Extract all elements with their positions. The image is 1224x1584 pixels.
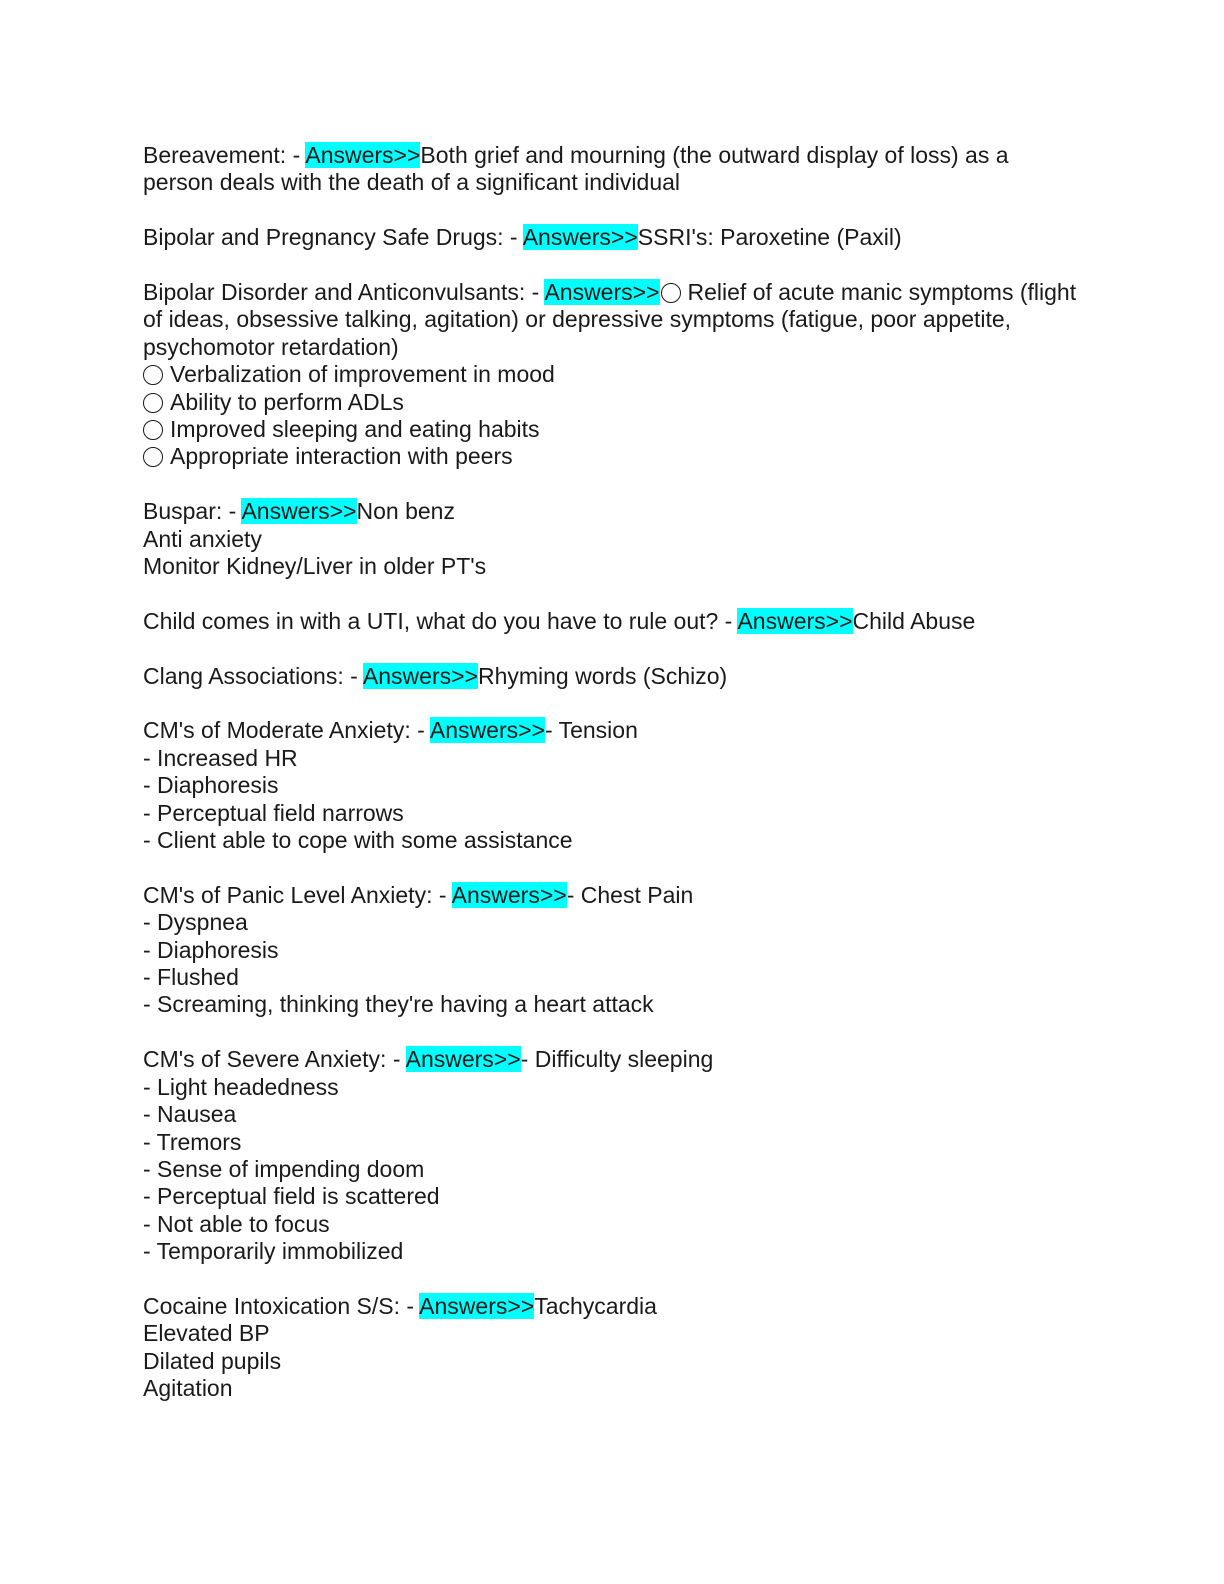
- document-page: [143, 142, 1083, 1430]
- entry-first-line: [143, 717, 1083, 744]
- term: CM's of Panic Level Anxiety: -: [143, 881, 452, 908]
- list-item: - Not able to focus: [143, 1210, 330, 1237]
- term: Child comes in with a UTI, what do you have to rule out? -: [143, 607, 738, 634]
- list-item: - Dyspnea: [143, 909, 248, 936]
- list-item: [143, 416, 1083, 443]
- entry-clang-associations: [143, 663, 1083, 690]
- answer-text: Child Abuse: [852, 607, 976, 634]
- answer-text: - Chest Pain: [566, 881, 694, 908]
- entry-first-line: [143, 279, 1083, 361]
- list-item: - Light headedness: [143, 1073, 339, 1100]
- entry-bereavement: [143, 142, 1083, 197]
- circle-bullet-icon: [143, 447, 163, 467]
- entry-moderate-anxiety: [143, 717, 1083, 854]
- circle-bullet-icon: [143, 420, 163, 440]
- answers-marker: Answers>>: [737, 607, 853, 634]
- answer-text: Both grief and mourning (the outward display of loss) as a person deals with the death of a significant individual: [143, 142, 1009, 196]
- answers-marker: Answers>>: [429, 717, 545, 744]
- list-item: - Tremors: [143, 1128, 242, 1155]
- circle-bullet-icon: [143, 365, 163, 385]
- list-item: - Temporarily immobilized: [143, 1238, 404, 1265]
- answer-text: - Difficulty sleeping: [520, 1046, 714, 1073]
- circle-bullet-icon: [143, 393, 163, 413]
- list-item: Monitor Kidney/Liver in older PT's: [143, 553, 487, 580]
- term: Bipolar Disorder and Anticonvulsants: -: [143, 279, 545, 305]
- list-item: - Increased HR: [143, 744, 298, 771]
- answers-marker: Answers>>: [241, 498, 357, 525]
- entry-first-line: [143, 882, 1083, 909]
- term: Clang Associations: -: [143, 662, 363, 689]
- list-item-text: Ability to perform ADLs: [170, 388, 404, 415]
- answers-marker: Answers>>: [451, 881, 567, 908]
- answer-text: - Tension: [544, 717, 638, 744]
- list-item: - Flushed: [143, 964, 239, 991]
- term: Buspar: -: [143, 498, 242, 525]
- entry-child-uti: [143, 608, 1083, 635]
- list-item: Anti anxiety: [143, 525, 262, 552]
- answer-text: Rhyming words (Schizo): [477, 662, 728, 689]
- term: CM's of Moderate Anxiety: -: [143, 717, 430, 744]
- list-item: Dilated pupils: [143, 1347, 282, 1374]
- list-item: - Client able to cope with some assistance: [143, 827, 573, 854]
- entry-first-line: [143, 498, 1083, 525]
- entry-first-line: [143, 1046, 1083, 1073]
- answer-text: SSRI's: Paroxetine (Paxil): [637, 224, 902, 251]
- answers-marker: Answers>>: [405, 1046, 521, 1073]
- entry-buspar: [143, 498, 1083, 580]
- list-item: - Diaphoresis: [143, 936, 279, 963]
- list-item: - Sense of impending doom: [143, 1155, 425, 1182]
- list-item: - Diaphoresis: [143, 772, 279, 799]
- list-item: - Perceptual field is scattered: [143, 1183, 440, 1210]
- list-item: Elevated BP: [143, 1320, 270, 1347]
- entry-first-line: [143, 1293, 1083, 1320]
- list-item-text: Appropriate interaction with peers: [170, 443, 513, 470]
- answers-marker: Answers>>: [305, 142, 421, 168]
- circle-bullet-icon: [661, 283, 681, 303]
- answers-marker: Answers>>: [419, 1292, 535, 1319]
- answer-text: Tachycardia: [534, 1292, 657, 1319]
- term: Bipolar and Pregnancy Safe Drugs: -: [143, 224, 523, 251]
- list-item: - Perceptual field narrows: [143, 799, 404, 826]
- list-item-text: Improved sleeping and eating habits: [170, 416, 540, 443]
- list-item: - Nausea: [143, 1101, 237, 1128]
- answers-marker: Answers>>: [362, 662, 478, 689]
- list-item: Agitation: [143, 1375, 233, 1402]
- list-item: [143, 443, 1083, 470]
- term: Cocaine Intoxication S/S: -: [143, 1292, 420, 1319]
- term: Bereavement: -: [143, 142, 306, 168]
- entry-cocaine-intoxication: [143, 1293, 1083, 1403]
- answers-marker: Answers>>: [522, 224, 638, 251]
- answer-text: Non benz: [356, 498, 455, 525]
- entry-severe-anxiety: [143, 1046, 1083, 1265]
- entry-bipolar-anticonvulsants: [143, 279, 1083, 471]
- list-item-text: Verbalization of improvement in mood: [170, 361, 555, 388]
- term: CM's of Severe Anxiety: -: [143, 1046, 406, 1073]
- list-item: [143, 389, 1083, 416]
- entry-panic-anxiety: [143, 882, 1083, 1019]
- answers-marker: Answers>>: [544, 279, 660, 305]
- list-item: [143, 361, 1083, 388]
- entry-bipolar-pregnancy: [143, 224, 1083, 251]
- list-item: - Screaming, thinking they're having a heart attack: [143, 991, 654, 1018]
- answer-text: Relief of acute manic symptoms (flight of ideas, obsessive talking, agitation) or depressive symptoms (fatigue, poor appetite, psychomotor retardation): [143, 279, 1077, 360]
